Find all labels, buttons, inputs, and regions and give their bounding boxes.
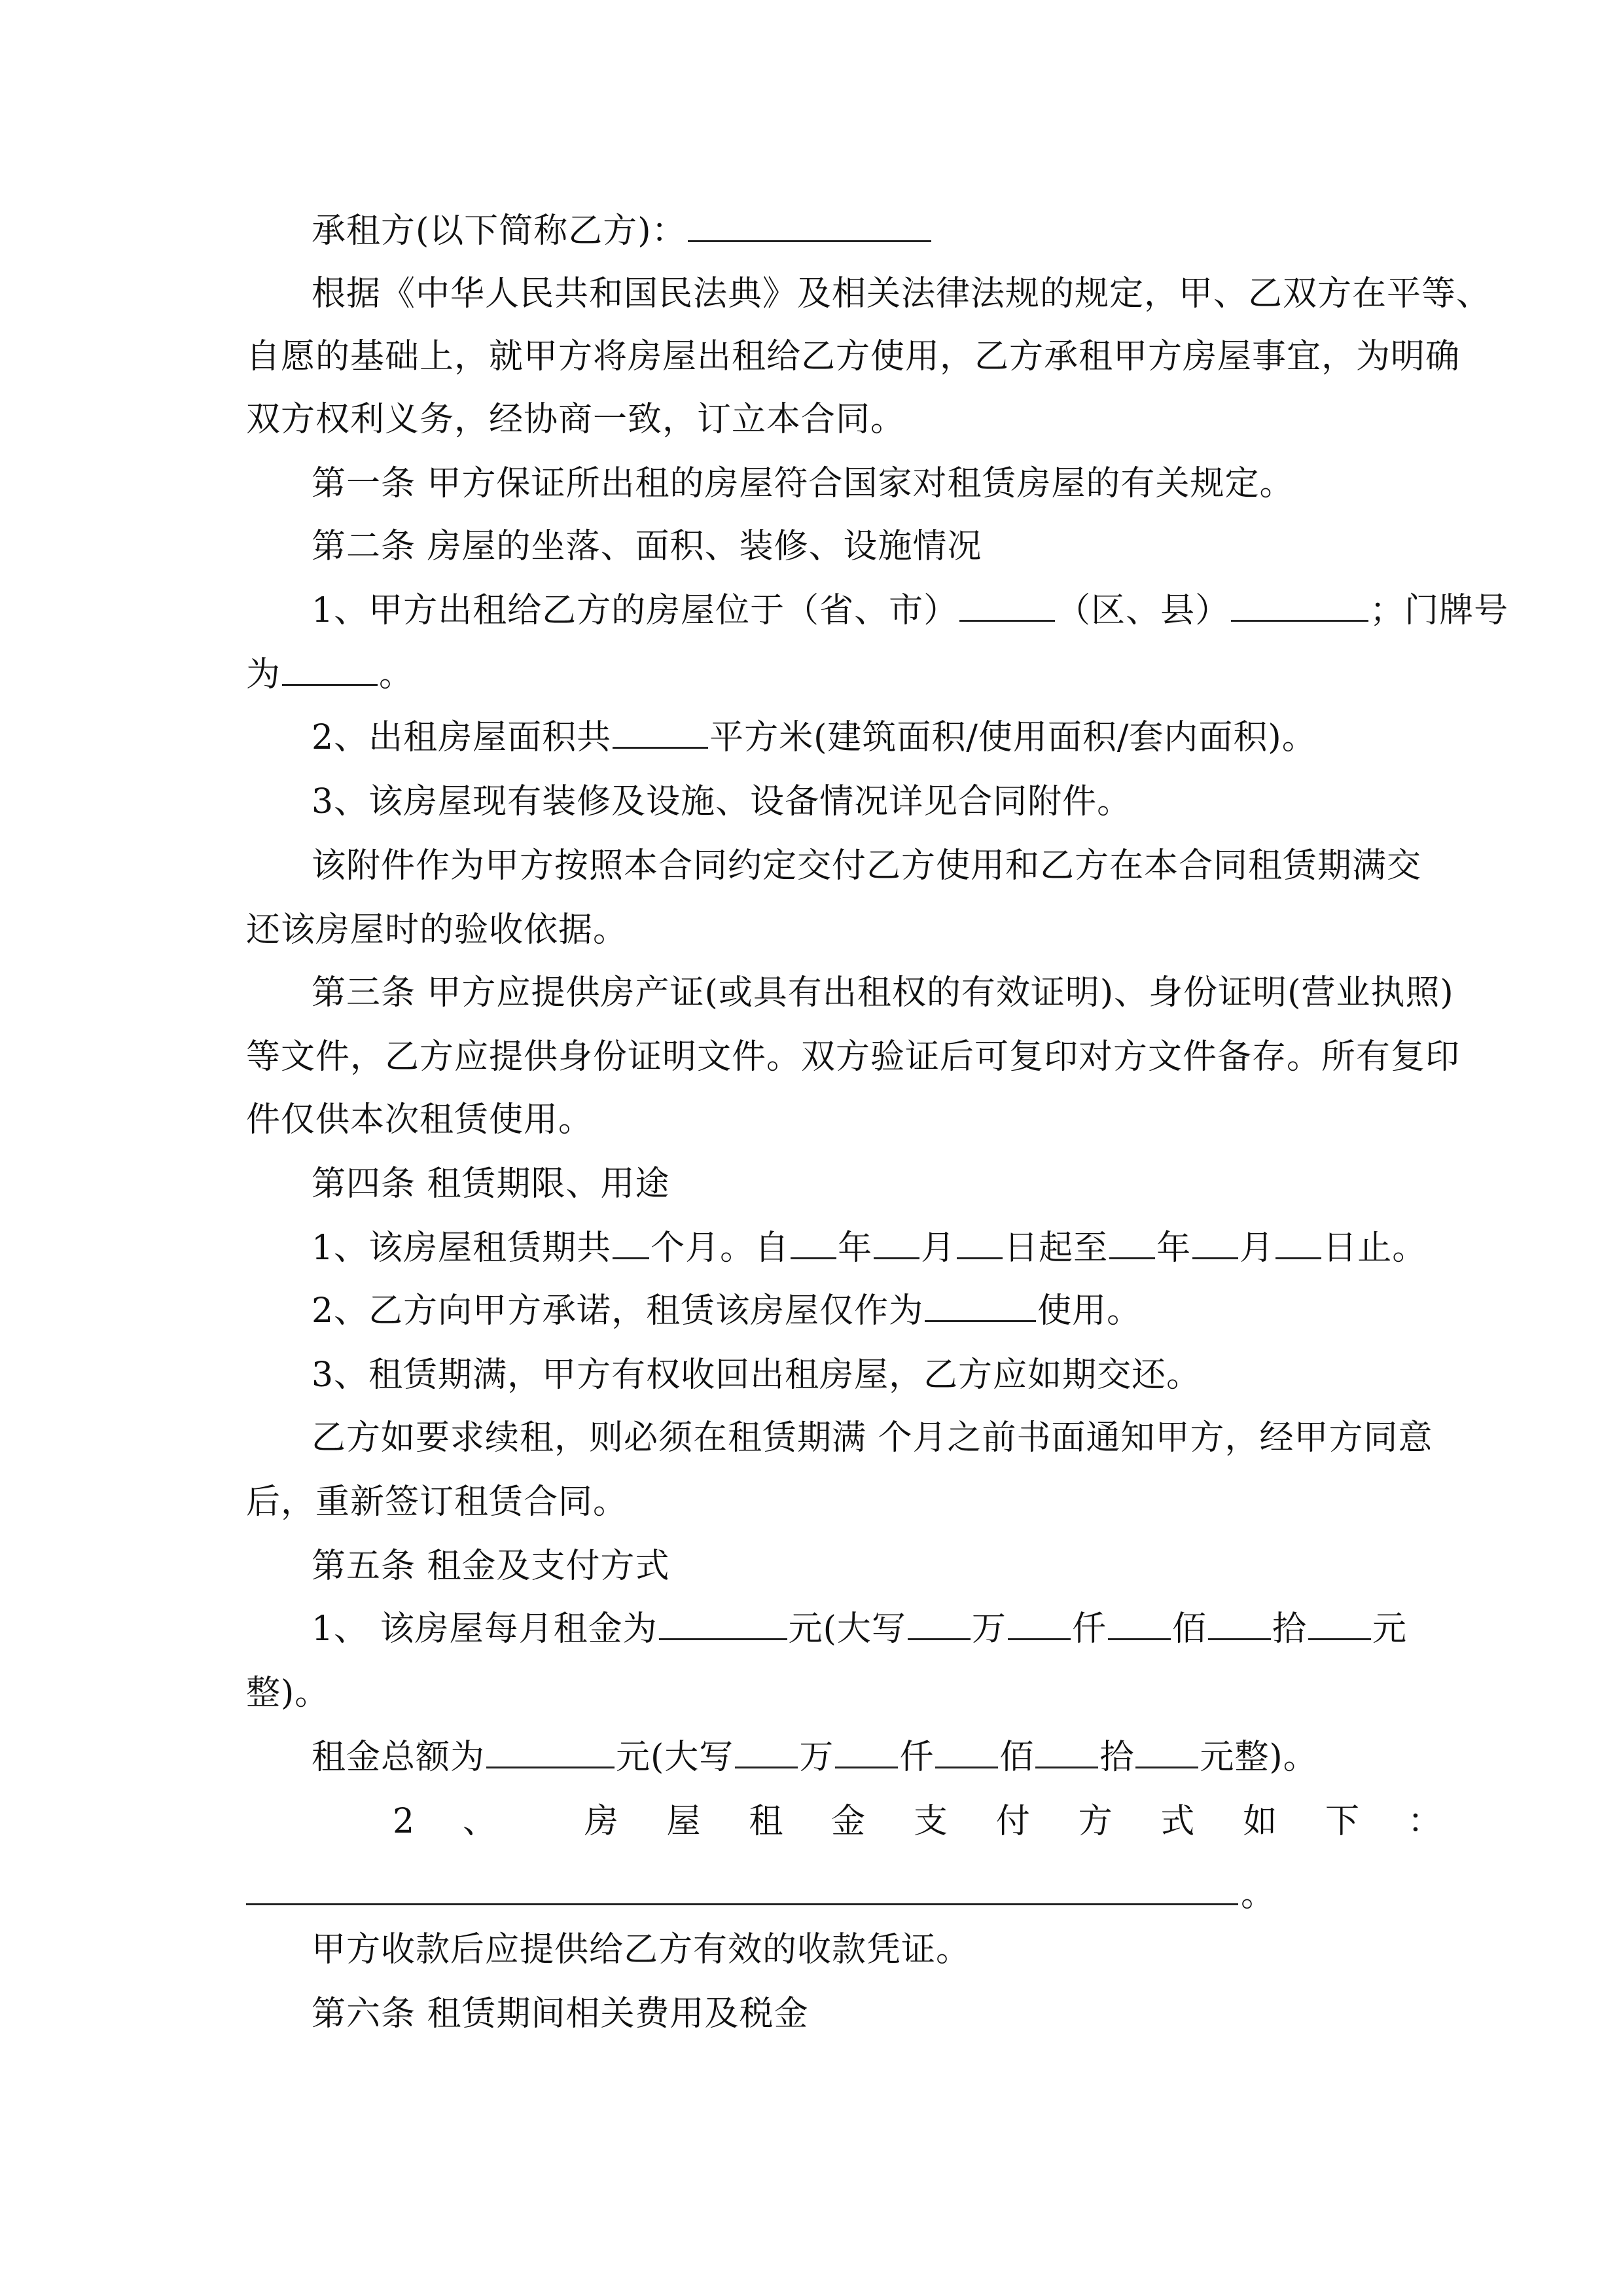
end-day-blank[interactable] xyxy=(1275,1227,1321,1259)
article-2-clause-1-cont: 为 。 xyxy=(246,655,414,694)
total-qian-blank[interactable] xyxy=(835,1736,898,1768)
total-bai-blank[interactable] xyxy=(935,1736,998,1768)
article-3-line-1: 第三条 甲方应提供房产证(或具有出租权的有效证明)、身份证明(营业执照) xyxy=(312,973,1454,1013)
payment-method-line: 2 、 房 屋 租 金 支 付 方 式 如 下 ： xyxy=(393,1802,1442,1841)
monthly-shi-blank[interactable] xyxy=(1208,1608,1271,1640)
monthly-bai-blank[interactable] xyxy=(1108,1608,1171,1640)
article-3-line-3: 件仅供本次租赁使用。 xyxy=(246,1100,594,1139)
payment-method-end: 。 xyxy=(1241,1875,1275,1914)
annex-line-2: 还该房屋时的验收依据。 xyxy=(246,910,628,950)
payment-method-blank[interactable] xyxy=(246,1903,1238,1905)
area-blank[interactable] xyxy=(613,717,708,749)
start-day-blank[interactable] xyxy=(957,1227,1003,1259)
rent-total-line: 租金总额为 元(大写 万 仟 佰 拾 元整)。 xyxy=(312,1738,1318,1777)
preamble-line-1: 根据《中华人民共和国民法典》及相关法律法规的规定，甲、乙双方在平等、 xyxy=(312,274,1491,314)
article-2-clause-2: 2、出租房屋面积共 平方米(建筑面积/使用面积/套内面积)。 xyxy=(312,718,1317,757)
article-2-clause-1: 1、甲方出租给乙方的房屋位于（省、市） （区、县） ；门牌号 xyxy=(312,591,1509,630)
article-5-title: 第五条 租金及支付方式 xyxy=(312,1547,670,1586)
article-4-clause-3: 3、租赁期满，甲方有权收回出租房屋，乙方应如期交还。 xyxy=(312,1355,1202,1395)
preamble-line-3: 双方权利义务，经协商一致，订立本合同。 xyxy=(246,400,906,439)
district-county-blank[interactable] xyxy=(1231,590,1368,622)
preamble-line-2: 自愿的基础上，就甲方将房屋出租给乙方使用，乙方承租甲方房屋事宜，为明确 xyxy=(246,337,1461,376)
total-rent-blank[interactable] xyxy=(486,1736,615,1768)
renewal-line-2: 后，重新签订租赁合同。 xyxy=(246,1482,628,1522)
article-4-title: 第四条 租赁期限、用途 xyxy=(312,1164,670,1204)
annex-line-1: 该附件作为甲方按照本合同约定交付乙方使用和乙方在本合同租赁期满交 xyxy=(312,846,1422,886)
monthly-yuan-blank[interactable] xyxy=(1308,1608,1371,1640)
article-3-line-2: 等文件，乙方应提供身份证明文件。双方验证后可复印对方文件备存。所有复印 xyxy=(246,1037,1461,1077)
total-yuan-blank[interactable] xyxy=(1135,1736,1198,1768)
article-4-clause-2: 2、乙方向甲方承诺，租赁该房屋仅作为 使用。 xyxy=(312,1291,1142,1331)
article-2-title: 第二条 房屋的坐落、面积、装修、设施情况 xyxy=(312,527,982,566)
usage-blank[interactable] xyxy=(925,1290,1036,1322)
total-wan-blank[interactable] xyxy=(735,1736,798,1768)
end-month-blank[interactable] xyxy=(1192,1227,1238,1259)
start-year-blank[interactable] xyxy=(791,1227,836,1259)
article-2-clause-3: 3、该房屋现有装修及设施、设备情况详见合同附件。 xyxy=(312,782,1132,821)
renewal-line-1: 乙方如要求续租，则必须在租赁期满 个月之前书面通知甲方，经甲方同意 xyxy=(312,1418,1433,1458)
monthly-wan-blank[interactable] xyxy=(908,1608,971,1640)
monthly-qian-blank[interactable] xyxy=(1008,1608,1071,1640)
receipt-line: 甲方收款后应提供给乙方有效的收款凭证。 xyxy=(312,1930,971,1969)
province-city-blank[interactable] xyxy=(959,590,1055,622)
tenant-name-blank[interactable] xyxy=(688,210,931,242)
total-shi-blank[interactable] xyxy=(1035,1736,1098,1768)
monthly-rent-blank[interactable] xyxy=(659,1608,787,1640)
article-5-clause-1: 1、 该房屋每月租金为 元(大写 万 仟 佰 拾 元 xyxy=(312,1609,1407,1649)
start-month-blank[interactable] xyxy=(874,1227,919,1259)
article-4-clause-1: 1、该房屋租赁期共 个月。自 年 月 日起至 年 月 日止。 xyxy=(312,1229,1427,1268)
end-year-blank[interactable] xyxy=(1109,1227,1155,1259)
article-6-title: 第六条 租赁期间相关费用及税金 xyxy=(312,1994,809,2034)
article-1: 第一条 甲方保证所出租的房屋符合国家对租赁房屋的有关规定。 xyxy=(312,464,1294,503)
lease-months-blank[interactable] xyxy=(613,1227,649,1259)
article-5-clause-1-cont: 整)。 xyxy=(246,1674,330,1713)
house-number-blank[interactable] xyxy=(282,654,378,686)
tenant-line: 承租方(以下简称乙方)： xyxy=(312,208,1378,254)
